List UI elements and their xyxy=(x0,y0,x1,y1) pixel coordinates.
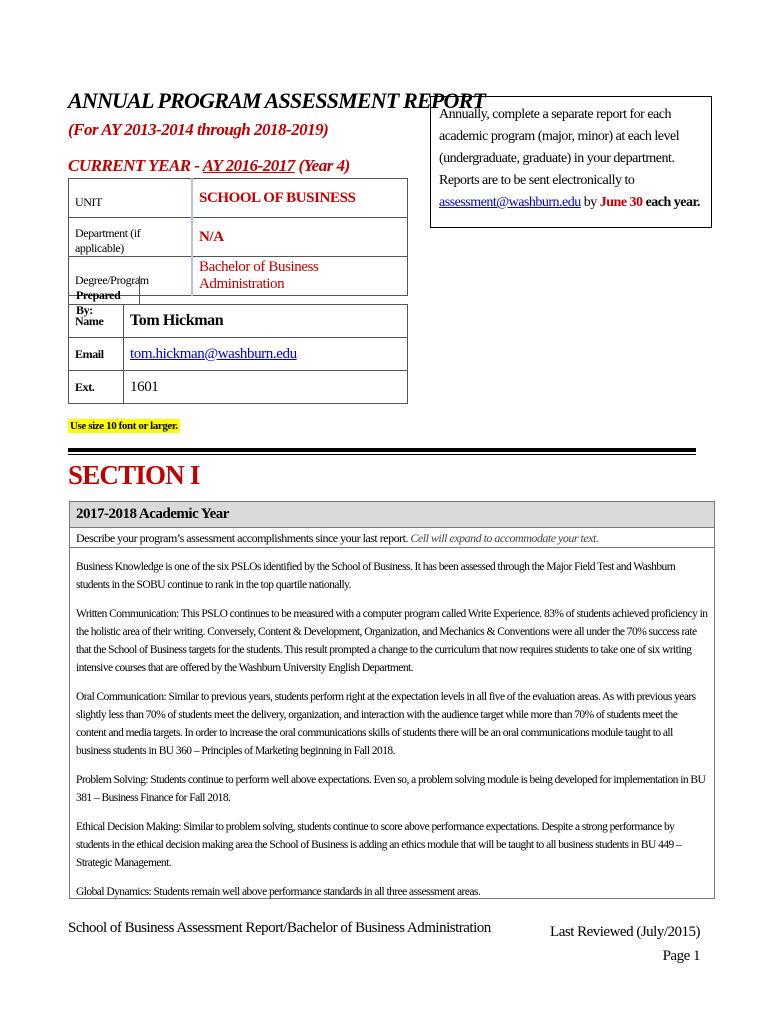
report-subtitle: (For AY 2013-2014 through 2018-2019) xyxy=(68,120,329,139)
describe-text: Describe your program’s assessment accomplishments since your last report. xyxy=(76,531,411,545)
current-year-prefix: CURRENT YEAR - xyxy=(68,156,203,175)
ext-row xyxy=(69,371,408,404)
section-divider-thin xyxy=(68,454,696,455)
name-value[interactable]: Tom Hickman xyxy=(124,305,408,338)
paragraph-oral-communication: Oral Communication: Similar to previous years, students perform right at the expectation levels in all five of the evaluation areas. As with previous years slightly less than 70% of students meet the delivery, organization, and interaction with the audience target while more than 70% of students meet the content and media targets. In order to increase the oral communications skills of students there will be an oral communications module taught to all business students in BU 360 – Principles of Marketing beginning in Fall 2018. xyxy=(76,691,696,757)
department-row xyxy=(69,218,408,257)
academic-year-header: 2017-2018 Academic Year xyxy=(70,502,714,528)
accomplishments-text-cell[interactable] xyxy=(70,548,714,912)
paragraph-global-dynamics: Global Dynamics: Students remain well above performance standards in all three assessment areas. xyxy=(76,886,481,898)
preparer-table xyxy=(68,304,408,404)
footer-document-title: School of Business Assessment Report/Bachelor of Business Administration xyxy=(68,920,491,936)
report-title: ANNUAL PROGRAM ASSESSMENT REPORT xyxy=(68,88,486,113)
email-label: Email xyxy=(69,338,124,371)
ext-value[interactable]: 1601 xyxy=(124,371,408,404)
footer-page-number: Page 1 xyxy=(662,948,700,964)
current-year xyxy=(68,156,350,176)
ext-label: Ext. xyxy=(69,371,124,404)
section-heading: SECTION I xyxy=(68,460,200,490)
describe-hint: Cell will expand to accommodate your text. xyxy=(410,531,599,545)
name-row xyxy=(69,305,408,338)
instructions-text: Annually, complete a separate report for each academic program (major, minor) at each level (undergraduate, graduate) in your department. Reports are to be sent electronically to xyxy=(439,107,680,188)
section-divider-thick xyxy=(68,448,696,452)
prepared-by-label: Prepared By: xyxy=(68,276,140,304)
paragraph-problem-solving: Problem Solving: Students continue to perform well above expectations. Even so, a problem solving module is being developed for implementation in BU 381 – Business Finance for Fall 2018. xyxy=(76,774,706,804)
department-label: Department (if applicable) xyxy=(69,218,193,257)
deadline-suffix: each year. xyxy=(642,195,700,210)
department-value[interactable]: N/A xyxy=(192,218,408,257)
current-year-link[interactable]: AY 2016-2017 xyxy=(202,156,295,175)
email-row xyxy=(69,338,408,371)
degree-value[interactable]: Bachelor of Business Administration xyxy=(192,257,408,296)
assessment-email-link[interactable]: assessment@washburn.edu xyxy=(439,195,581,210)
unit-label: UNIT xyxy=(69,179,193,218)
email-value[interactable] xyxy=(124,338,408,371)
preparer-email-link[interactable]: tom.hickman@washburn.edu xyxy=(130,345,297,362)
degree-label: Degree/Program xyxy=(69,257,193,296)
unit-value[interactable]: SCHOOL OF BUSINESS xyxy=(192,179,408,218)
deadline-date: June 30 xyxy=(599,195,643,210)
instructions-by: by xyxy=(580,195,600,210)
current-year-suffix: (Year 4) xyxy=(294,156,350,175)
font-size-note: Use size 10 font or larger. xyxy=(70,420,178,432)
paragraph-business-knowledge: Business Knowledge is one of the six PSLOs identified by the School of Business. It has been assessed through the Major Field Test and Washburn students in the SOBU continue to rank in the top quartile nationally. xyxy=(76,561,676,591)
describe-instruction xyxy=(70,528,714,548)
paragraph-ethical-decision-making: Ethical Decision Making: Similar to problem solving, students continue to score above performance expectations. Despite a strong performance by students in the ethical decision making area the School of Business is adding an ethics module that will be taught to all business students in BU 449 – Strategic Management. xyxy=(76,821,682,869)
instructions-box xyxy=(430,96,712,228)
footer-right xyxy=(550,920,700,968)
unit-row xyxy=(69,179,408,218)
section-box xyxy=(69,501,715,899)
name-label: Name xyxy=(69,305,124,338)
paragraph-written-communication: Written Communication: This PSLO continues to be measured with a computer program called Write Experience. 83% of students achieved proficiency in the holistic area of their writing. Conversely, Content & Development, Organization, and Mechanics & Conventions were all under the 70% success rate that the School of Business targets for the students. This result prompted a change to the curriculum that now requires students to take one of six writing intensive courses that are offered by the Washburn University English Department. xyxy=(76,608,708,674)
footer-last-reviewed: Last Reviewed (July/2015) xyxy=(550,924,700,940)
